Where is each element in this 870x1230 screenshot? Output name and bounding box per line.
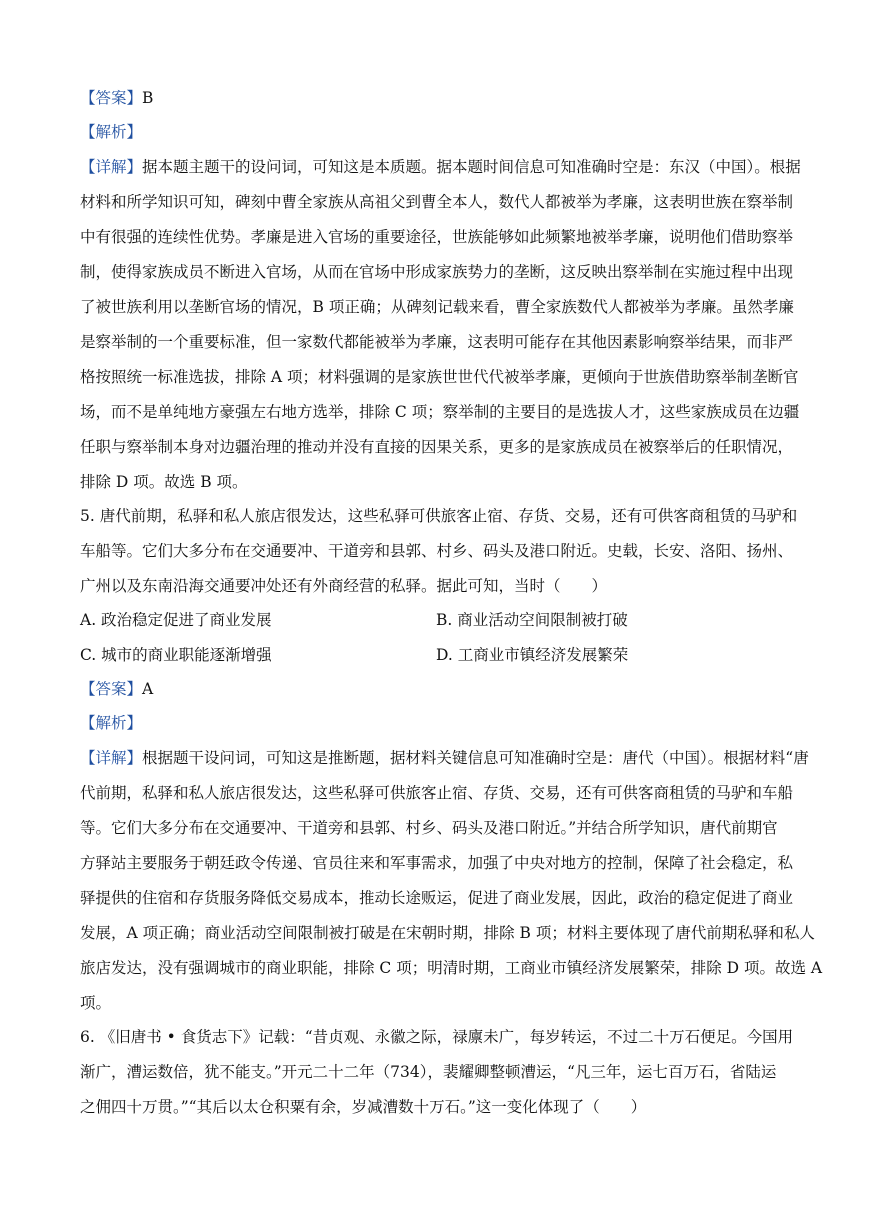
- analysis-heading-q5: [80, 713, 792, 733]
- question-6-line-1: 渐广，漕运数倍，犹不能支。”开元二十二年（734），裴耀卿整顿漕运，“凡三年，运七百万石，省陆运: [80, 1063, 777, 1081]
- answer-value: B: [142, 89, 154, 107]
- answer-tag: 【答案】: [80, 680, 143, 698]
- detail-line-q5-4: 驿提供的住宿和存货服务降低交易成本，推动长途贩运，促进了商业发展，因此，政治的稳定促进了商业: [80, 889, 794, 907]
- detail-line-q4-3: 制，使得家族成员不断进入官场，从而在官场中形成家族势力的垄断，这反映出察举制在实施过程中出现: [80, 263, 794, 281]
- answer-line-q4: [80, 88, 792, 108]
- question-6-line-0: 6. 《旧唐书 • 食货志下》记载：“昔贞观、永徽之际，禄廪未广，每岁转运，不过二十万石便足。今国用: [80, 1028, 794, 1046]
- detail-line-q4-8: 任职与察举制本身对边疆治理的推动并没有直接的因果关系，更多的是家族成员在被察举后的任职情况，: [80, 438, 794, 456]
- detail-line-q4-5: 是察举制的一个重要标准，但一家数代都能被举为孝廉，这表明可能存在其他因素影响察举结果，而非严: [80, 333, 794, 351]
- option-c: C. 城市的商业职能逐渐增强: [80, 646, 272, 664]
- option-a: A. 政治稳定促进了商业发展: [80, 611, 272, 629]
- option-b: B. 商业活动空间限制被打破: [436, 611, 628, 629]
- detail-tag: 【详解】: [80, 158, 143, 176]
- detail-text: 据本题主题干的设问词，可知这是本质题。据本题时间信息可知准确时空是：东汉（中国）。根据: [142, 158, 801, 176]
- detail-tag: 【详解】: [80, 749, 143, 767]
- question-5-line-2: 广州以及东南沿海交通要冲处还有外商经营的私驿。据此可知，当时（ ）: [80, 577, 608, 595]
- detail-line-q5-7: 项。: [80, 994, 112, 1012]
- detail-line-q4-4: 了被世族利用以垄断官场的情况，B 项正确；从碑刻记载来看，曹全家族数代人都被举为孝廉。虽然孝廉: [80, 298, 794, 316]
- answer-tag: 【答案】: [80, 89, 143, 107]
- detail-line-q4-9: 排除 D 项。故选 B 项。: [80, 473, 248, 491]
- detail-line-q4-0: [80, 157, 801, 177]
- detail-line-q4-7: 场，而不是单纯地方豪强左右地方选举，排除 C 项；察举制的主要目的是选拔人才，这些家族成员在边疆: [80, 403, 800, 421]
- detail-line-q5-5: 发展，A 项正确；商业活动空间限制被打破是在宋朝时期，排除 B 项；材料主要体现了唐代前期私驿和私人: [80, 924, 815, 942]
- analysis-tag: 【解析】: [80, 123, 143, 141]
- detail-line-q5-3: 方驿站主要服务于朝廷政令传递、官员往来和军事需求，加强了中央对地方的控制，保障了社会稳定，私: [80, 854, 794, 872]
- detail-text: 根据题干设问词，可知这是推断题，据材料关键信息可知准确时空是：唐代（中国）。根据材料“唐: [142, 749, 809, 767]
- detail-line-q4-6: 格按照统一标准选拔，排除 A 项；材料强调的是家族世世代代被举孝廉，更倾向于世族借助察举制垄断官: [80, 368, 799, 386]
- answer-value: A: [142, 680, 154, 698]
- question-6-line-2: 之佣四十万贯。”“其后以太仓积粟有余，岁减漕数十万石。”这一变化体现了（ ）: [80, 1098, 647, 1116]
- question-5-line-0: 5. 唐代前期，私驿和私人旅店很发达，这些私驿可供旅客止宿、存货、交易，还有可供客商租赁的马驴和: [80, 507, 798, 525]
- detail-line-q5-0: [80, 748, 809, 768]
- detail-line-q4-2: 中有很强的连续性优势。孝廉是进入官场的重要途径，世族能够如此频繁地被举孝廉，说明他们借助察举: [80, 228, 794, 246]
- detail-line-q5-2: 等。它们大多分布在交通要冲、干道旁和县郭、村乡、码头及港口附近。”并结合所学知识，唐代前期官: [80, 819, 778, 837]
- analysis-tag: 【解析】: [80, 714, 143, 732]
- analysis-heading-q4: [80, 122, 792, 142]
- question-5-line-1: 车船等。它们大多分布在交通要冲、干道旁和县郭、村乡、码头及港口附近。史载，长安、洛阳、扬州、: [80, 542, 794, 560]
- detail-line-q4-1: 材料和所学知识可知，碑刻中曹全家族从高祖父到曹全本人，数代人都被举为孝廉，这表明世族在察举制: [80, 193, 794, 211]
- answer-line-q5: [80, 679, 792, 699]
- detail-line-q5-6: 旅店发达，没有强调城市的商业职能，排除 C 项；明清时期，工商业市镇经济发展繁荣，排除 D 项。故选 A: [80, 959, 823, 977]
- option-d: D. 工商业市镇经济发展繁荣: [436, 646, 629, 664]
- detail-line-q5-1: 代前期，私驿和私人旅店很发达，这些私驿可供旅客止宿、存货、交易，还有可供客商租赁的马驴和车船: [80, 784, 794, 802]
